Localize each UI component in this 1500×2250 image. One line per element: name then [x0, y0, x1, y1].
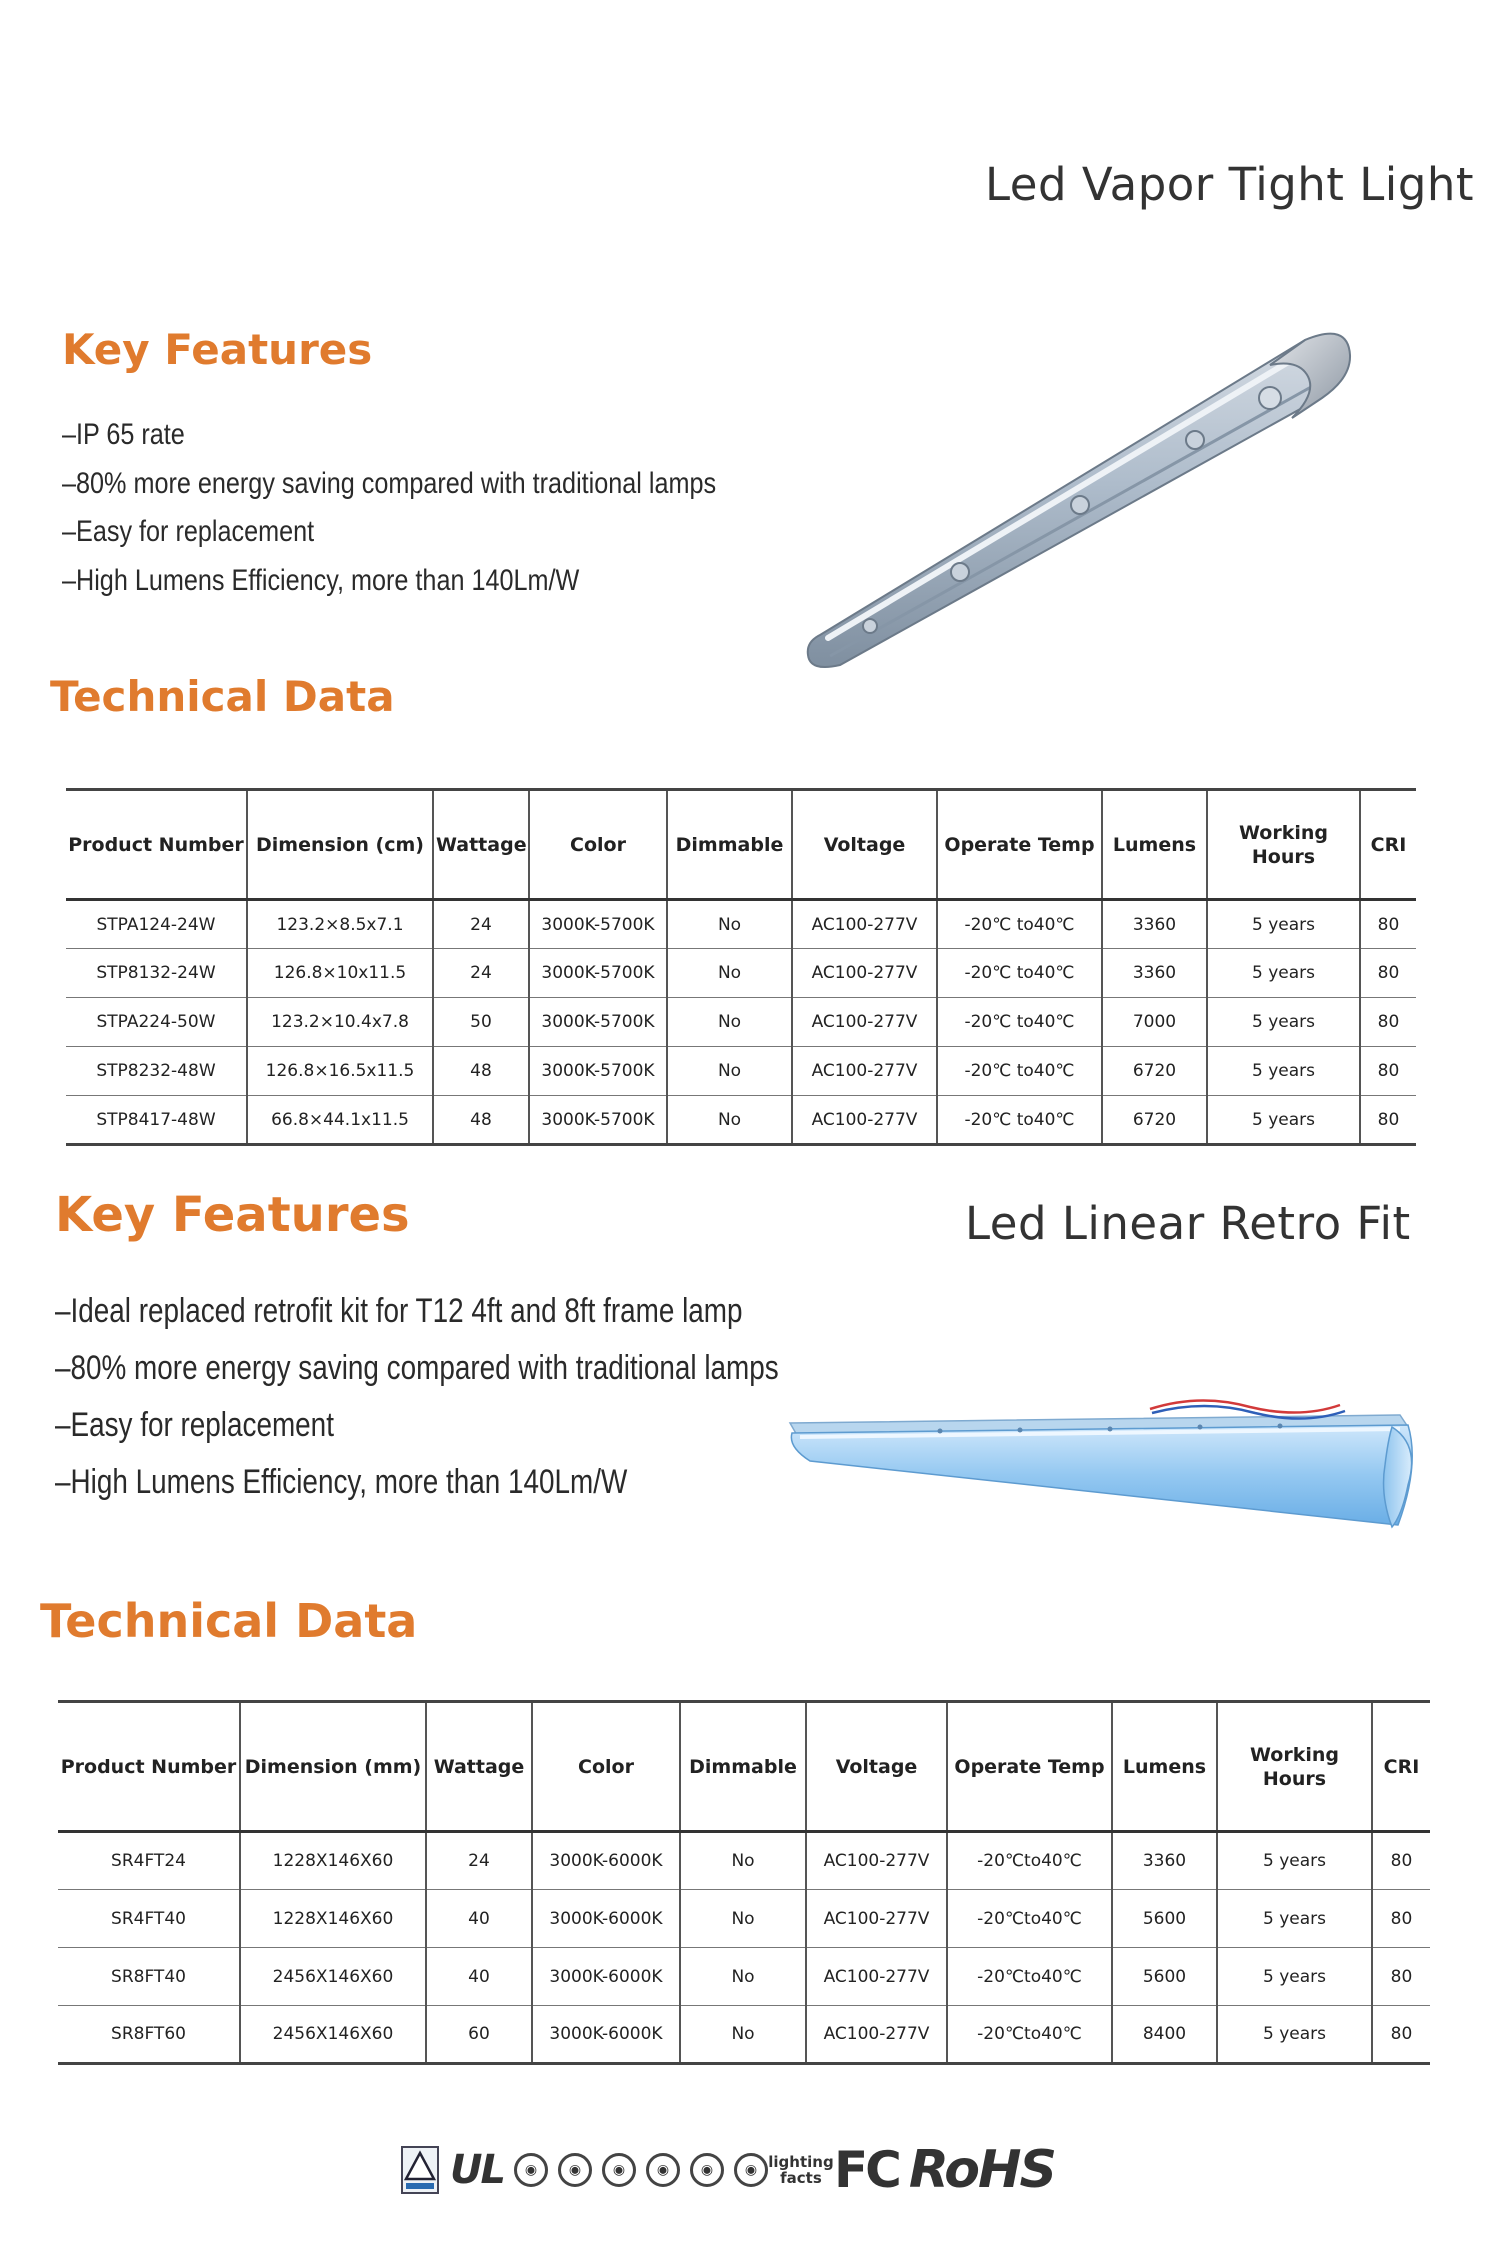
feature-item: –IP 65 rate	[62, 418, 185, 451]
column-header: Wattage	[433, 790, 529, 900]
certification-logos	[400, 2135, 1055, 2205]
table-cell: 5 years	[1207, 1047, 1360, 1096]
table-cell: AC100-277V	[792, 1047, 937, 1096]
table-cell: 48	[433, 1047, 529, 1096]
vapor-tight-light-image	[800, 320, 1370, 670]
table-cell: No	[680, 1832, 806, 1890]
table-cell: 5600	[1112, 1890, 1217, 1948]
feature-item: –80% more energy saving compared with traditional lamps	[62, 466, 717, 500]
table-cell: 5 years	[1217, 1832, 1372, 1890]
table-cell: 5 years	[1217, 1948, 1372, 2006]
column-header: Dimension (cm)	[247, 790, 433, 900]
table-cell: 80	[1372, 2006, 1430, 2064]
table-cell: STP8232-48W	[66, 1047, 247, 1096]
table-cell: 80	[1360, 1096, 1416, 1145]
table-cell: 6720	[1102, 1047, 1207, 1096]
table-cell: -20℃ to40℃	[937, 949, 1102, 998]
column-header: Color	[532, 1702, 680, 1832]
feature-item: –80% more energy saving compared with traditional lamps	[55, 1349, 779, 1387]
table-cell: No	[667, 1047, 792, 1096]
table-cell: 80	[1372, 1890, 1430, 1948]
table-cell: 3360	[1112, 1832, 1217, 1890]
table-row	[66, 900, 1416, 949]
table-cell: 3000K-5700K	[529, 900, 667, 949]
key-features-heading: Key Features	[62, 325, 373, 374]
certification-seal-icon: ◉	[514, 2153, 548, 2187]
certification-seal-icon: ◉	[690, 2153, 724, 2187]
technical-data-heading: Technical Data	[50, 672, 395, 721]
feature-list	[55, 1283, 815, 1511]
table-cell: -20℃to40℃	[947, 1948, 1112, 2006]
table-cell: 5 years	[1217, 2006, 1372, 2064]
column-header: Product Number	[66, 790, 247, 900]
column-header: Voltage	[806, 1702, 947, 1832]
technical-data-heading: Technical Data	[40, 1594, 418, 1648]
certification-seal-icon: ◉	[602, 2153, 636, 2187]
table-cell: No	[680, 1890, 806, 1948]
column-header: Operate Temp	[937, 790, 1102, 900]
table-cell: -20℃ to40℃	[937, 900, 1102, 949]
table-cell: 24	[433, 900, 529, 949]
table-cell: 24	[433, 949, 529, 998]
product-title: Led Linear Retro Fit	[965, 1197, 1411, 1250]
table-cell: 3000K-5700K	[529, 949, 667, 998]
column-header: CRI	[1372, 1702, 1430, 1832]
table-cell: 3000K-6000K	[532, 2006, 680, 2064]
table-cell: -20℃ to40℃	[937, 1047, 1102, 1096]
table-cell: 80	[1360, 1047, 1416, 1096]
table-cell: 123.2×10.4x7.8	[247, 998, 433, 1047]
table-row	[66, 1096, 1416, 1145]
table-cell: 80	[1372, 1832, 1430, 1890]
table-cell: AC100-277V	[792, 900, 937, 949]
table-cell: 1228X146X60	[240, 1890, 426, 1948]
table-row	[66, 1047, 1416, 1096]
table-cell: -20℃to40℃	[947, 2006, 1112, 2064]
feature-item: –Ideal replaced retrofit kit for T12 4ft and 8ft frame lamp	[55, 1292, 743, 1330]
feature-item: –Easy for replacement	[55, 1406, 334, 1444]
column-header: Operate Temp	[947, 1702, 1112, 1832]
feature-item: –High Lumens Efficiency, more than 140Lm/W	[62, 563, 580, 597]
table-cell: STPA224-50W	[66, 998, 247, 1047]
table-header-row	[66, 790, 1416, 900]
table-cell: 3360	[1102, 949, 1207, 998]
table-cell: 60	[426, 2006, 532, 2064]
linear-retrofit-light-image	[780, 1385, 1420, 1535]
table-cell: 5 years	[1207, 998, 1360, 1047]
feature-list	[62, 411, 822, 605]
table-cell: 3000K-5700K	[529, 998, 667, 1047]
table-cell: 5 years	[1207, 900, 1360, 949]
feature-item: –Easy for replacement	[62, 515, 315, 548]
table-cell: No	[667, 949, 792, 998]
ul-logo-icon: UL	[450, 2147, 504, 2193]
table-cell: 5 years	[1207, 1096, 1360, 1145]
table-cell: -20℃ to40℃	[937, 1096, 1102, 1145]
technical-data-table	[66, 788, 1416, 1146]
table-cell: 126.8×10x11.5	[247, 949, 433, 998]
column-header: Working Hours	[1207, 790, 1360, 900]
table-cell: AC100-277V	[792, 998, 937, 1047]
table-cell: 5600	[1112, 1948, 1217, 2006]
table-cell: 7000	[1102, 998, 1207, 1047]
table-cell: 3000K-6000K	[532, 1890, 680, 1948]
table-cell: AC100-277V	[792, 949, 937, 998]
column-header: Dimension (mm)	[240, 1702, 426, 1832]
table-cell: 40	[426, 1948, 532, 2006]
column-header: Lumens	[1102, 790, 1207, 900]
table-cell: 80	[1360, 949, 1416, 998]
lighting-facts-logo-icon: lighting facts	[768, 2153, 834, 2187]
table-cell: -20℃ to40℃	[937, 998, 1102, 1047]
rohs-logo-icon: RoHS	[908, 2140, 1055, 2200]
table-cell: STPA124-24W	[66, 900, 247, 949]
safety-triangle-logo-icon	[400, 2145, 440, 2195]
table-cell: 48	[433, 1096, 529, 1145]
table-cell: No	[667, 1096, 792, 1145]
table-cell: 40	[426, 1890, 532, 1948]
table-cell: No	[667, 900, 792, 949]
certification-seal-icon: ◉	[646, 2153, 680, 2187]
table-cell: 50	[433, 998, 529, 1047]
product-title: Led Vapor Tight Light	[985, 158, 1475, 211]
certification-seal-icon: ◉	[558, 2153, 592, 2187]
table-row	[58, 1832, 1430, 1890]
fc-logo-icon: FC	[833, 2141, 899, 2199]
table-cell: 6720	[1102, 1096, 1207, 1145]
table-cell: 80	[1360, 998, 1416, 1047]
table-cell: AC100-277V	[792, 1096, 937, 1145]
table-cell: 2456X146X60	[240, 2006, 426, 2064]
table-cell: SR4FT40	[58, 1890, 240, 1948]
column-header: Wattage	[426, 1702, 532, 1832]
table-cell: AC100-277V	[806, 1832, 947, 1890]
table-cell: No	[680, 2006, 806, 2064]
table-cell: No	[667, 998, 792, 1047]
table-cell: SR8FT60	[58, 2006, 240, 2064]
table-cell: 8400	[1112, 2006, 1217, 2064]
table-row	[58, 1890, 1430, 1948]
column-header: Dimmable	[680, 1702, 806, 1832]
table-cell: 80	[1372, 1948, 1430, 2006]
table-cell: AC100-277V	[806, 1890, 947, 1948]
table-cell: 80	[1360, 900, 1416, 949]
certification-seal-icon: ◉	[734, 2153, 768, 2187]
feature-item: –High Lumens Efficiency, more than 140Lm/W	[55, 1463, 628, 1501]
table-cell: No	[680, 1948, 806, 2006]
table-row	[58, 1948, 1430, 2006]
table-cell: 3000K-6000K	[532, 1832, 680, 1890]
table-cell: SR4FT24	[58, 1832, 240, 1890]
table-cell: 3000K-5700K	[529, 1096, 667, 1145]
table-cell: AC100-277V	[806, 1948, 947, 2006]
table-cell: 5 years	[1207, 949, 1360, 998]
table-cell: -20℃to40℃	[947, 1890, 1112, 1948]
key-features-heading: Key Features	[55, 1187, 410, 1243]
table-cell: -20℃to40℃	[947, 1832, 1112, 1890]
table-cell: 3000K-6000K	[532, 1948, 680, 2006]
table-cell: SR8FT40	[58, 1948, 240, 2006]
table-row	[66, 998, 1416, 1047]
table-cell: AC100-277V	[806, 2006, 947, 2064]
column-header: Product Number	[58, 1702, 240, 1832]
table-cell: 3000K-5700K	[529, 1047, 667, 1096]
table-cell: 126.8×16.5x11.5	[247, 1047, 433, 1096]
table-cell: 123.2×8.5x7.1	[247, 900, 433, 949]
table-cell: 5 years	[1217, 1890, 1372, 1948]
table-cell: STP8132-24W	[66, 949, 247, 998]
column-header: Voltage	[792, 790, 937, 900]
table-cell: 1228X146X60	[240, 1832, 426, 1890]
table-cell: 3360	[1102, 900, 1207, 949]
table-cell: 66.8×44.1x11.5	[247, 1096, 433, 1145]
column-header: Dimmable	[667, 790, 792, 900]
column-header: CRI	[1360, 790, 1416, 900]
column-header: Lumens	[1112, 1702, 1217, 1832]
column-header: Working Hours	[1217, 1702, 1372, 1832]
table-cell: STP8417-48W	[66, 1096, 247, 1145]
table-row	[66, 949, 1416, 998]
table-cell: 2456X146X60	[240, 1948, 426, 2006]
table-cell: 24	[426, 1832, 532, 1890]
column-header: Color	[529, 790, 667, 900]
table-header-row	[58, 1702, 1430, 1832]
technical-data-table	[58, 1700, 1430, 2065]
table-row	[58, 2006, 1430, 2064]
